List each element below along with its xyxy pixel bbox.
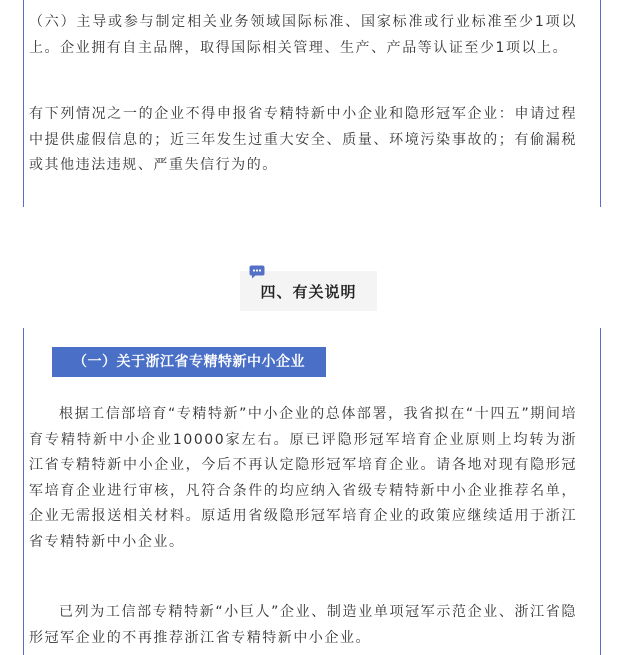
criteria-paragraph-six: （六）主导或参与制定相关业务领域国际标准、国家标准或行业标准至少1项以上。企业拥有自主品牌，取得国际相关管理、生产、产品等认证至少1项以上。 <box>29 14 577 56</box>
body-paragraph-2: 已列为工信部专精特新“小巨人”企业、制造业单项冠军示范企业、浙江省隐形冠军企业的不再推荐浙江省专精特新中小企业。 <box>29 604 577 646</box>
subsection-banner: （一）关于浙江省专精特新中小企业 <box>52 347 326 377</box>
exclusion-paragraph: 有下列情况之一的企业不得申报省专精特新中小企业和隐形冠军企业：申请过程中提供虚假信息的；近三年发生过重大安全、质量、环境污染事故的；有偷漏税或其他违法违规、严重失信行为的。 <box>29 106 577 173</box>
chat-bubble-icon <box>249 265 265 279</box>
section-title: 四、有关说明 <box>260 283 357 301</box>
body-paragraph-1: 根据工信部培育“专精特新”中小企业的总体部署，我省拟在“十四五”期间培育专精特新中小企业10000家左右。原已评隐形冠军培育企业原则上均转为浙江省专精特新中小企业，今后不再认定隐形冠军培育企业。请各地对现有隐形冠军培育企业进行审核，凡符合条件的均应纳入省级专精特新中小企业推荐名单，企业无需报送相关材料。原适用省级隐形冠军培育企业的政策应继续适用于浙江省专精特新中小企业。 <box>29 406 577 550</box>
